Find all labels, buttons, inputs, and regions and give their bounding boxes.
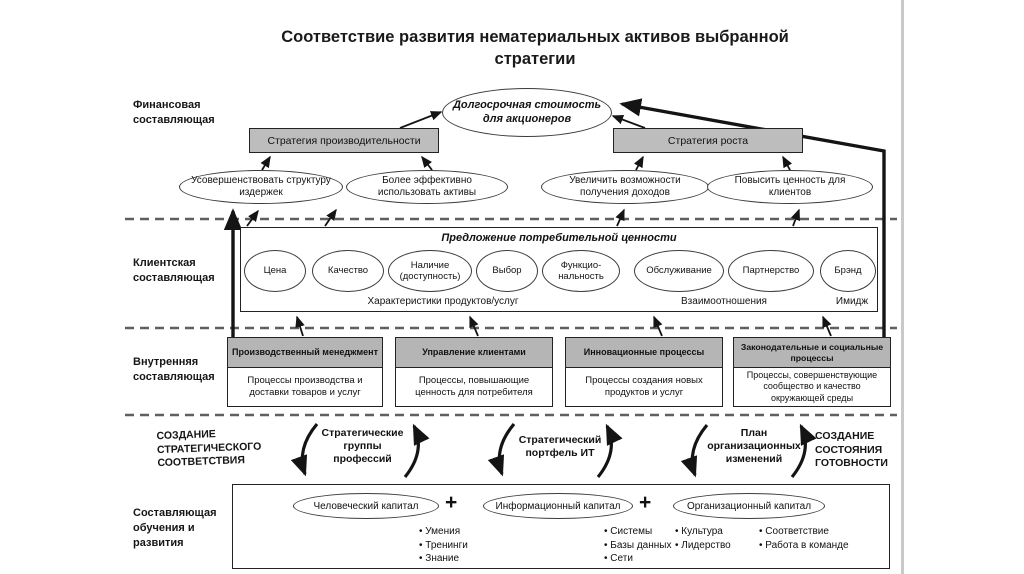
objective-ellipse-customer-value: Повысить ценность для клиентов bbox=[707, 170, 873, 204]
internal-process-header: Инновационные процессы bbox=[566, 338, 722, 368]
page-title: Соответствие развития нематериальных активов выбранной стратегии bbox=[281, 28, 789, 69]
factor-ellipse-choice: Выбор bbox=[476, 250, 538, 292]
group-label-image: Имидж bbox=[835, 296, 869, 307]
factor-ellipse-functionality: Функцио- нальность bbox=[542, 250, 620, 292]
list-item: • Культура bbox=[675, 525, 731, 539]
objective-ellipse-revenue: Увеличить возможности получения доходов bbox=[541, 170, 709, 204]
strategy-box-growth: Стратегия роста bbox=[613, 128, 803, 153]
group-label-relationship: Взаимоотношения bbox=[681, 296, 767, 307]
strategy-box-productivity: Стратегия производительности bbox=[249, 128, 439, 153]
internal-process-card-innovation bbox=[565, 337, 723, 407]
list-item: • Лидерство bbox=[675, 539, 731, 553]
perspective-label-alignment: СОЗДАНИЕ СТРАТЕГИЧЕСКОГО СООТВЕТСТВИЯ bbox=[156, 428, 262, 470]
plus-sign: + bbox=[445, 491, 458, 514]
internal-process-body: Процессы, повышающие ценность для потребителя bbox=[415, 375, 533, 398]
capital-ellipse-information: Информационный капитал bbox=[483, 493, 633, 519]
shareholder-value-ellipse: Долгосрочная стоимость для акционеров bbox=[442, 88, 612, 137]
organization-capital-list-col2 bbox=[759, 525, 849, 552]
learning-growth-box bbox=[232, 484, 890, 569]
factor-ellipse-service: Обслуживание bbox=[634, 250, 724, 292]
perspective-label-internal: Внутренняя составляющая bbox=[133, 356, 215, 383]
objective-ellipse-assets: Более эффективно использовать активы bbox=[346, 170, 508, 204]
factor-ellipse-brand: Брэнд bbox=[820, 250, 876, 292]
list-item: • Умения bbox=[419, 525, 468, 539]
internal-process-card-legislative bbox=[733, 337, 891, 407]
customer-value-header: Предложение потребительной ценности bbox=[441, 232, 677, 244]
factor-ellipse-availability: Наличие (доступность) bbox=[388, 250, 472, 292]
list-item: • Работа в команде bbox=[759, 539, 849, 553]
organization-capital-list-col1 bbox=[675, 525, 731, 552]
alignment-item-job-families: Стратегические группы профессий bbox=[321, 427, 404, 466]
factor-ellipse-price: Цена bbox=[244, 250, 306, 292]
objective-ellipse-costs: Усовершенствовать структуру издержек bbox=[179, 170, 343, 204]
human-capital-list bbox=[419, 525, 468, 566]
list-item: • Базы данных bbox=[604, 539, 671, 553]
list-item: • Знание bbox=[419, 552, 468, 566]
internal-process-header: Законодательные и социальные процессы bbox=[734, 338, 890, 368]
list-item: • Тренинги bbox=[419, 539, 468, 553]
perspective-label-customer: Клиентская составляющая bbox=[133, 257, 215, 284]
perspective-label-learning: Составляющая обучения и развития bbox=[133, 507, 217, 549]
internal-process-header: Управление клиентами bbox=[396, 338, 552, 368]
internal-process-body: Процессы, совершенствующие сообщество и качество окружающей среды bbox=[746, 370, 878, 403]
internal-process-body: Процессы создания новых продуктов и услуг bbox=[585, 375, 703, 398]
internal-process-header: Производственный менеджмент bbox=[228, 338, 382, 368]
group-label-product-attributes: Характеристики продуктов/услуг bbox=[367, 296, 519, 307]
list-item: • Соответствие bbox=[759, 525, 849, 539]
internal-process-card-operations bbox=[227, 337, 383, 407]
alignment-item-change-plan: План организационных изменений bbox=[707, 427, 801, 466]
plus-sign: + bbox=[639, 491, 652, 514]
slide-edge-line bbox=[901, 0, 904, 574]
list-item: • Системы bbox=[604, 525, 671, 539]
list-item: • Сети bbox=[604, 552, 671, 566]
perspective-label-financial: Финансовая составляющая bbox=[133, 99, 215, 126]
internal-process-card-customers bbox=[395, 337, 553, 407]
internal-process-body: Процессы производства и доставки товаров и услуг bbox=[247, 375, 363, 398]
alignment-item-it-portfolio: Стратегический портфель ИТ bbox=[518, 434, 602, 460]
customer-value-box bbox=[240, 227, 878, 312]
information-capital-list bbox=[604, 525, 671, 566]
capital-ellipse-organization: Организационный капитал bbox=[673, 493, 825, 519]
factor-ellipse-quality: Качество bbox=[312, 250, 384, 292]
readiness-caption: СОЗДАНИЕ СОСТОЯНИЯ ГОТОВНОСТИ bbox=[815, 430, 888, 470]
factor-ellipse-partnership: Партнерство bbox=[728, 250, 814, 292]
capital-ellipse-human: Человеческий капитал bbox=[293, 493, 439, 519]
